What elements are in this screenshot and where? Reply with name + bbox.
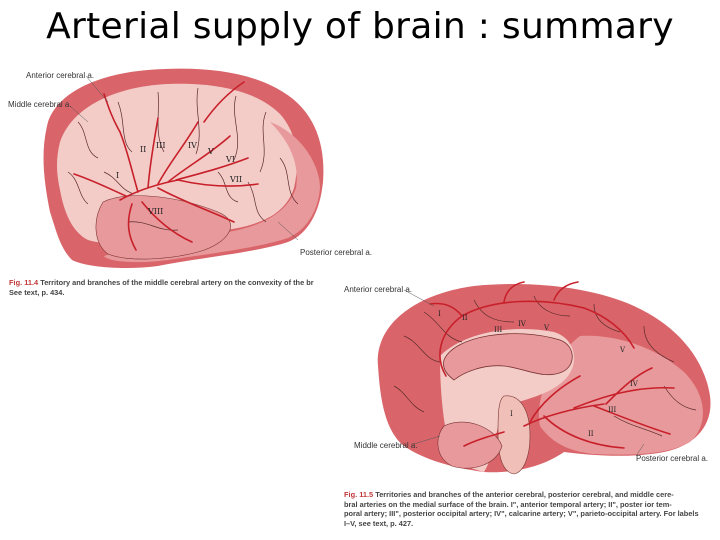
medial-label-i-2: I bbox=[510, 410, 513, 418]
medial-label-ii: II bbox=[462, 314, 468, 322]
branch-label-i: I bbox=[116, 171, 120, 180]
figure2-caption bbox=[344, 490, 714, 528]
medial-label-v: V bbox=[544, 324, 550, 332]
medial-label-iv: IV bbox=[518, 320, 526, 328]
medial-label-iv-2: IV bbox=[630, 380, 638, 388]
lateral-brain-figure bbox=[8, 62, 373, 274]
label-middle-cerebral: Middle cerebral a. bbox=[8, 100, 72, 109]
figure2-number: Fig. 11.5 bbox=[344, 490, 374, 499]
branch-label-vii: VII bbox=[230, 175, 243, 184]
medial-label-middle-cerebral: Middle cerebral a. bbox=[354, 441, 418, 450]
figure2-caption-line-1: Territories and branches of the anterior cerebral, posterior cerebral, and middle cere- bbox=[375, 490, 674, 499]
label-posterior-cerebral: Posterior cerebral a. bbox=[300, 248, 373, 257]
branch-label-iv: IV bbox=[188, 141, 197, 150]
slide-title: Arterial supply of brain : summary bbox=[46, 6, 674, 47]
medial-label-v-2: V bbox=[620, 346, 626, 354]
label-anterior-cerebral: Anterior cerebral a. bbox=[26, 71, 95, 80]
figure1-caption-see: See text, p. 434. bbox=[9, 287, 65, 297]
branch-label-iii: III bbox=[156, 141, 166, 150]
medial-label-iii-2: III bbox=[608, 406, 617, 414]
figure1-caption bbox=[9, 278, 339, 297]
medial-label-i: I bbox=[438, 310, 441, 318]
figure2-caption-line-3: poral artery; III", posterior occipital artery; IV", calcarine artery; V", parieto-occipital artery. For labels bbox=[344, 509, 699, 519]
branch-label-v: V bbox=[208, 147, 214, 156]
medial-label-anterior-cerebral: Anterior cerebral a. bbox=[344, 285, 413, 294]
medial-label-ii-2: II bbox=[588, 430, 594, 438]
figure1-number: Fig. 11.4 bbox=[9, 278, 39, 287]
figure2-caption-line-4: I–V, see text, p. 427. bbox=[344, 518, 414, 528]
branch-label-viii: VIII bbox=[148, 207, 164, 216]
figure1-caption-text: Territory and branches of the middle cerebral artery on the convexity of the br bbox=[40, 278, 314, 287]
lateral-brain-illustration bbox=[8, 62, 368, 274]
medial-brain-figure bbox=[344, 276, 720, 476]
medial-label-posterior-cerebral: Posterior cerebral a. bbox=[636, 454, 709, 463]
branch-label-ii: II bbox=[140, 145, 147, 154]
figure2-caption-line-2: bral arteries on the medial surface of the brain. I", anterior temporal artery; II", poster ior tem- bbox=[344, 499, 672, 509]
branch-label-vi: VI bbox=[226, 155, 235, 164]
medial-label-iii: III bbox=[494, 326, 503, 334]
